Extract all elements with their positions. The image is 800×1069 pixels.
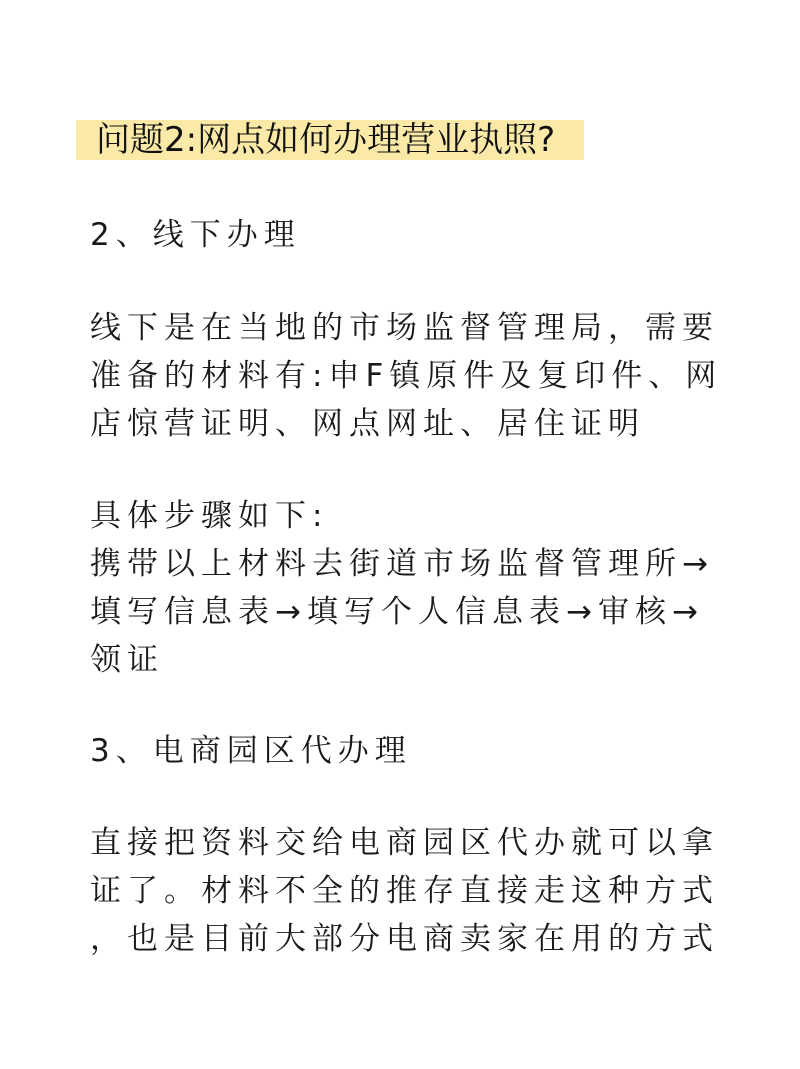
paragraph-line: 准备的材料有:申F镇原件及复印件、网: [90, 358, 723, 394]
steps-label: 具体步骤如下:: [90, 498, 329, 534]
steps-line: 领证: [90, 642, 164, 678]
paragraph-line: 直接把资料交给电商园区代办就可以拿: [90, 825, 719, 861]
title-block: [76, 116, 586, 164]
section-heading-park: 3、电商园区代办理: [90, 733, 412, 769]
paragraph-line: 线下是在当地的市场监督管理局，需要: [90, 310, 719, 346]
page-title: 问题2:网点如何办理营业执照?: [96, 120, 556, 160]
paragraph-line: 证了。材料不全的推存直接走这种方式: [90, 873, 719, 909]
paragraph-line: ，也是目前大部分电商卖家在用的方式: [90, 921, 719, 957]
section-heading-offline: 2、线下办理: [90, 217, 301, 253]
steps-line: 携带以上材料去街道市场监督管理所→: [90, 546, 714, 582]
steps-line: 填写信息表→填写个人信息表→审核→: [90, 594, 704, 630]
paragraph-line: 店惊营证明、网点网址、居住证明: [90, 406, 645, 442]
